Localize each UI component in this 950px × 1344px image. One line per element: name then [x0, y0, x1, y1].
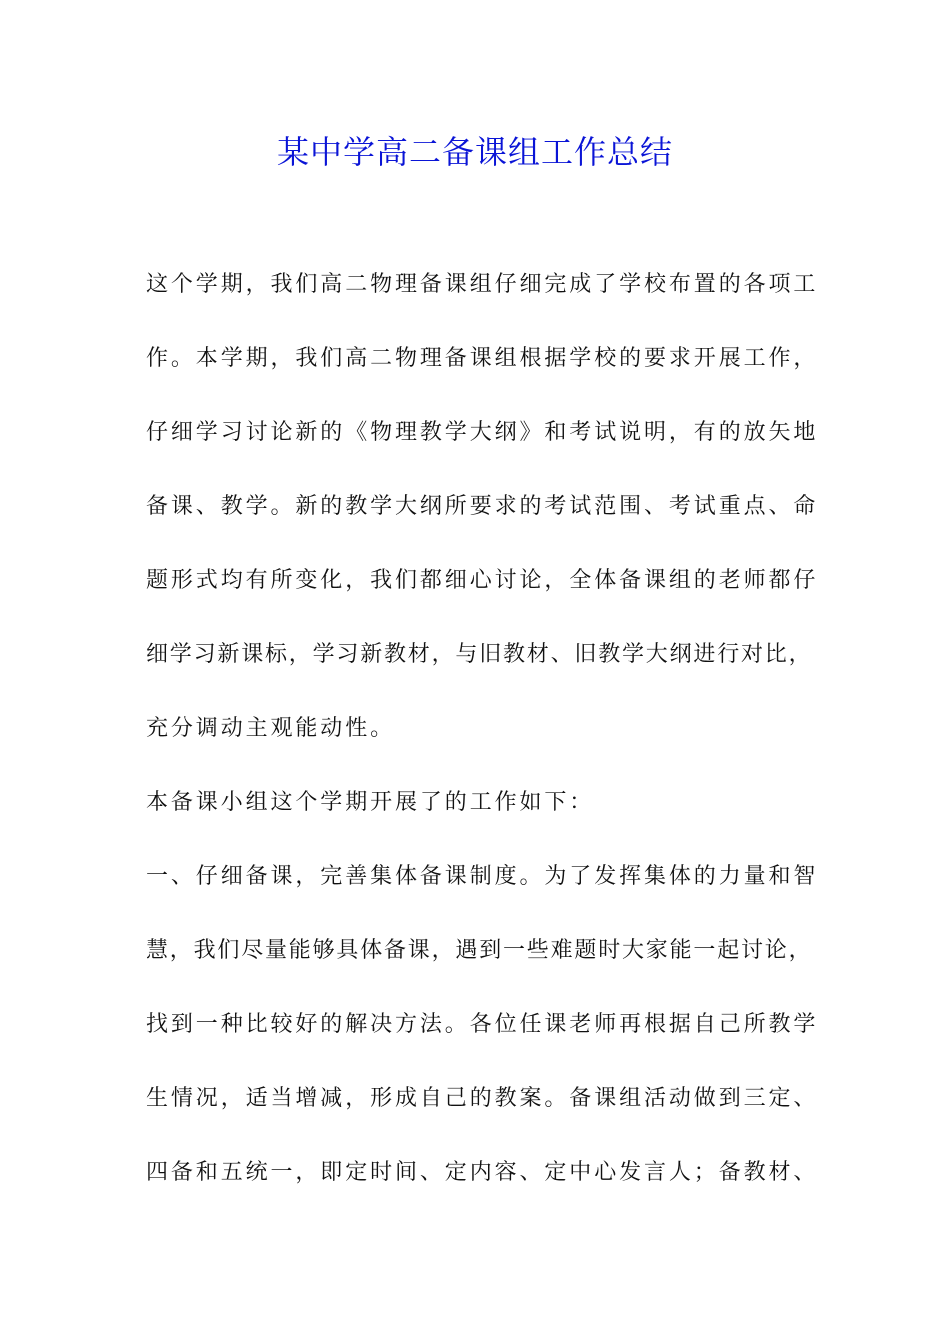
document-body — [146, 262, 836, 1224]
body-line: 充分调动主观能动性。 — [146, 716, 396, 741]
body-line: 作。本学期，我们高二物理备课组根据学校的要求开展工作， — [146, 346, 819, 371]
body-line: 细学习新课标，学习新教材，与旧教材、旧教学大纲进行对比， — [146, 642, 813, 667]
body-line: 备课、教学。新的教学大纲所要求的考试范围、考试重点、命 — [146, 494, 819, 519]
body-line: 慧，我们尽量能够具体备课，遇到一些难题时大家能一起讨论， — [146, 938, 813, 963]
body-line: 一、仔细备课，完善集体备课制度。为了发挥集体的力量和智 — [146, 864, 819, 889]
body-line: 本备课小组这个学期开展了的工作如下： — [146, 790, 595, 815]
body-line: 四备和五统一，即定时间、定内容、定中心发言人；备教材、 — [146, 1160, 819, 1185]
body-line: 题形式均有所变化，我们都细心讨论，全体备课组的老师都仔 — [146, 568, 819, 593]
document-title: 某中学高二备课组工作总结 — [276, 133, 673, 171]
body-line: 仔细学习讨论新的《物理教学大纲》和考试说明，有的放矢地 — [146, 420, 819, 445]
body-line: 这个学期，我们高二物理备课组仔细完成了学校布置的各项工 — [146, 272, 819, 297]
body-line: 生情况，适当增减，形成自己的教案。备课组活动做到三定、 — [146, 1086, 819, 1111]
body-line: 找到一种比较好的解决方法。各位任课老师再根据自己所教学 — [146, 1012, 819, 1037]
